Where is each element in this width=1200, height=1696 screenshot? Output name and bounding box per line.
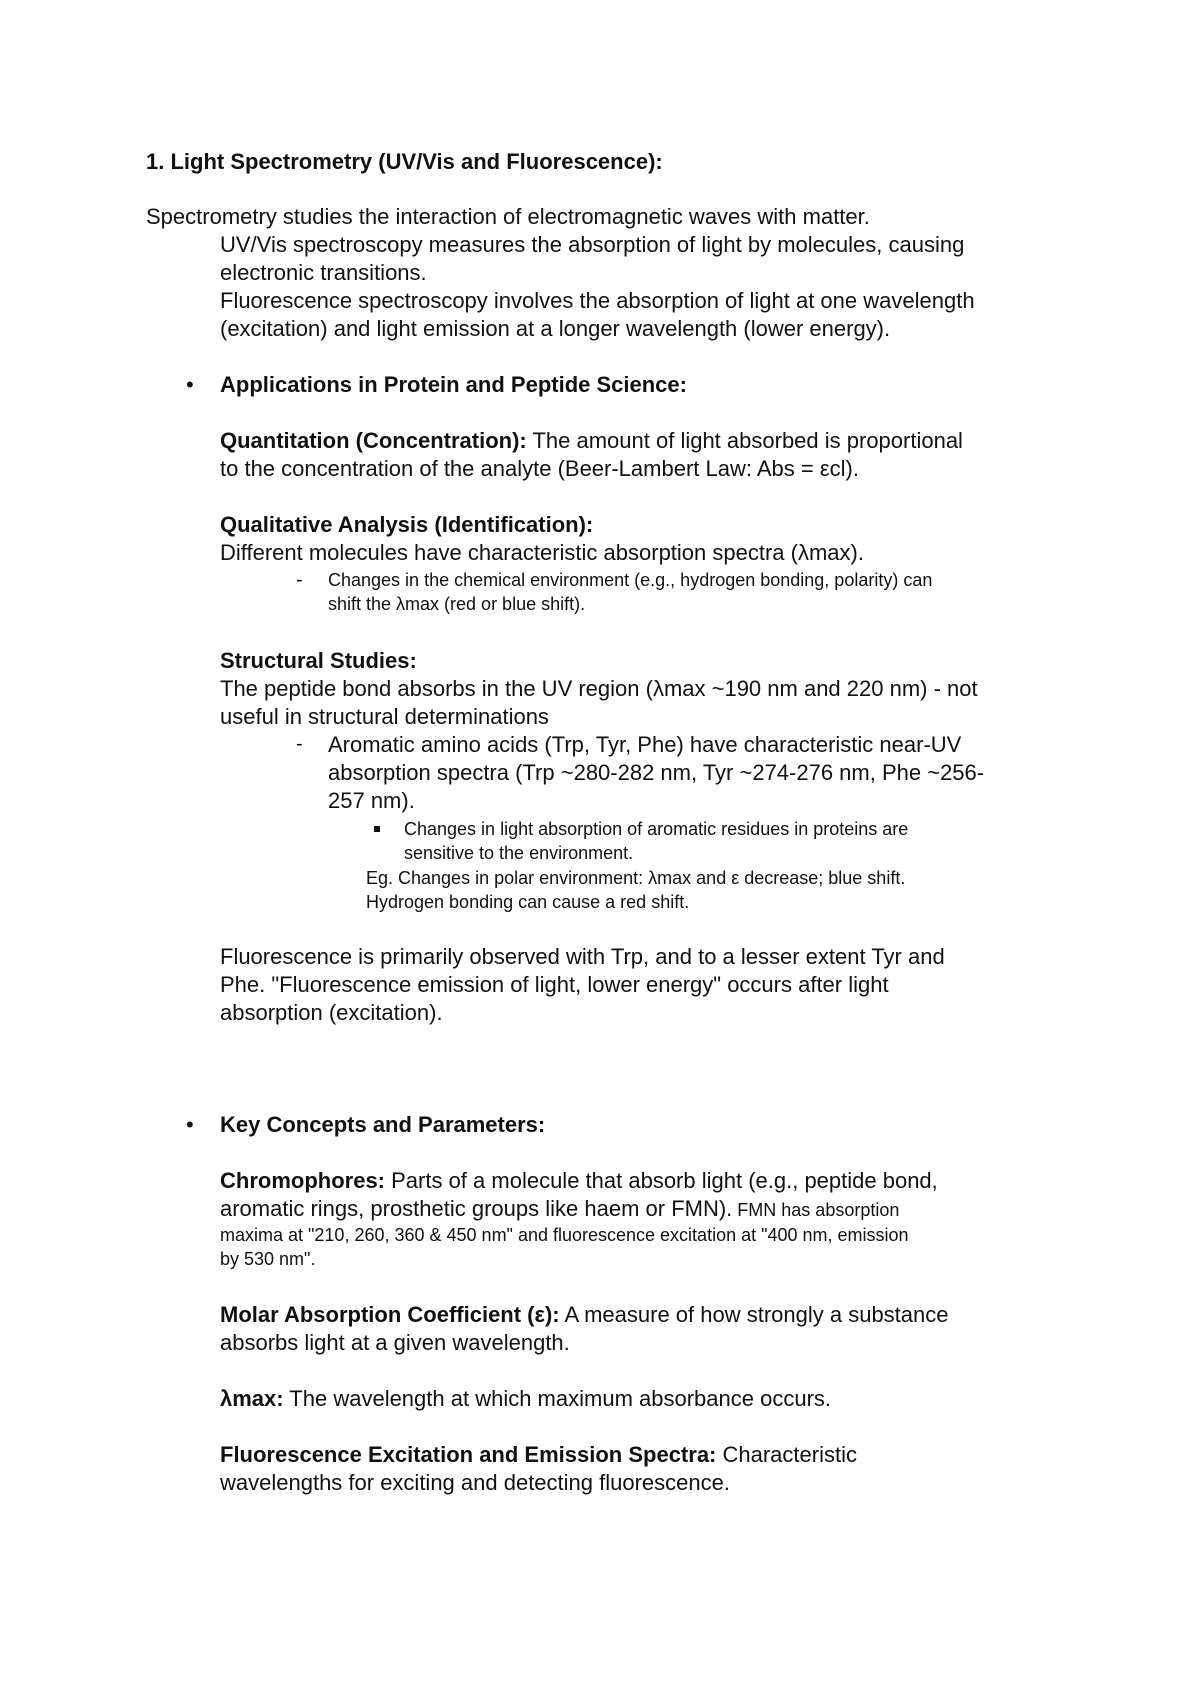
fluorescence-spectra-paragraph	[220, 1441, 857, 1469]
fmn-note: by 530 nm".	[220, 1249, 316, 1269]
chromophores-text: aromatic rings, prosthetic groups like haem or FMN).	[220, 1196, 733, 1221]
fluorescence-description: (excitation) and light emission at a longer wavelength (lower energy).	[220, 316, 891, 341]
aromatic-subpoint: sensitive to the environment.	[404, 843, 634, 863]
structural-text: The peptide bond absorbs in the UV region (λmax ~190 nm and 220 nm) - not	[220, 676, 978, 701]
fluorescence-spectra-text: wavelengths for exciting and detecting fluorescence.	[220, 1470, 730, 1495]
aromatic-text: absorption spectra (Trp ~280-282 nm, Tyr ~274-276 nm, Phe ~256-	[328, 760, 985, 785]
fluorescence-spectra-label: Fluorescence Excitation and Emission Spectra:	[220, 1442, 717, 1467]
quantitation-text: to the concentration of the analyte (Beer-Lambert Law: Abs = εcl).	[220, 456, 859, 481]
bullet-icon: •	[186, 372, 194, 397]
fmn-note: FMN has absorption	[732, 1200, 900, 1220]
dash-marker: -	[296, 569, 303, 591]
qualitative-text: Different molecules have characteristic absorption spectra (λmax).	[220, 540, 864, 565]
bullet-icon: •	[186, 1112, 194, 1137]
molar-absorption-label: Molar Absorption Coefficient (ε):	[220, 1302, 560, 1327]
example-text: Eg. Changes in polar environment: λmax and ε decrease; blue shift.	[366, 868, 906, 888]
section-heading: 1. Light Spectrometry (UV/Vis and Fluorescence):	[146, 149, 663, 174]
fluorescence-paragraph: Fluorescence is primarily observed with Trp, and to a lesser extent Tyr and	[220, 944, 945, 969]
molar-absorption-text: A measure of how strongly a substance	[559, 1302, 949, 1327]
uvvis-description: electronic transitions.	[220, 260, 427, 285]
uvvis-description: UV/Vis spectroscopy measures the absorption of light by molecules, causing	[220, 232, 965, 257]
lambda-max-paragraph	[220, 1385, 831, 1413]
lambda-max-text: The wavelength at which maximum absorbance occurs.	[283, 1386, 832, 1411]
quantitation-label: Quantitation (Concentration):	[220, 428, 527, 453]
aromatic-text: Aromatic amino acids (Trp, Tyr, Phe) have characteristic near-UV	[328, 732, 962, 757]
chromophores-label: Chromophores:	[220, 1168, 385, 1193]
intro-line: Spectrometry studies the interaction of electromagnetic waves with matter.	[146, 204, 870, 229]
dash-marker: -	[296, 733, 303, 755]
fluorescence-paragraph: absorption (excitation).	[220, 1000, 443, 1025]
chromophores-paragraph	[220, 1167, 938, 1195]
qualitative-title: Qualitative Analysis (Identification):	[220, 512, 594, 537]
concepts-title: Key Concepts and Parameters:	[220, 1112, 546, 1137]
fluorescence-spectra-text: Characteristic	[716, 1442, 857, 1467]
aromatic-subpoint: Changes in light absorption of aromatic residues in proteins are	[404, 819, 909, 839]
applications-title: Applications in Protein and Peptide Science:	[220, 372, 687, 397]
molar-absorption-text: absorbs light at a given wavelength.	[220, 1330, 570, 1355]
quantitation-paragraph	[220, 427, 963, 455]
example-text: Hydrogen bonding can cause a red shift.	[366, 892, 690, 912]
aromatic-text: 257 nm).	[328, 788, 415, 813]
molar-absorption-paragraph	[220, 1301, 949, 1329]
chromophores-line	[220, 1195, 899, 1223]
square-bullet-icon	[374, 826, 380, 832]
structural-text: useful in structural determinations	[220, 704, 549, 729]
quantitation-text: The amount of light absorbed is proportional	[526, 428, 963, 453]
qualitative-subpoint: Changes in the chemical environment (e.g., hydrogen bonding, polarity) can	[328, 570, 933, 590]
qualitative-subpoint: shift the λmax (red or blue shift).	[328, 594, 586, 614]
fmn-note: maxima at "210, 260, 360 & 450 nm" and fluorescence excitation at "400 nm, emission	[220, 1225, 909, 1245]
lambda-max-label: λmax:	[220, 1386, 284, 1411]
structural-title: Structural Studies:	[220, 648, 417, 673]
fluorescence-paragraph: Phe. "Fluorescence emission of light, lower energy" occurs after light	[220, 972, 889, 997]
fluorescence-description: Fluorescence spectroscopy involves the absorption of light at one wavelength	[220, 288, 975, 313]
chromophores-text: Parts of a molecule that absorb light (e.g., peptide bond,	[385, 1168, 938, 1193]
